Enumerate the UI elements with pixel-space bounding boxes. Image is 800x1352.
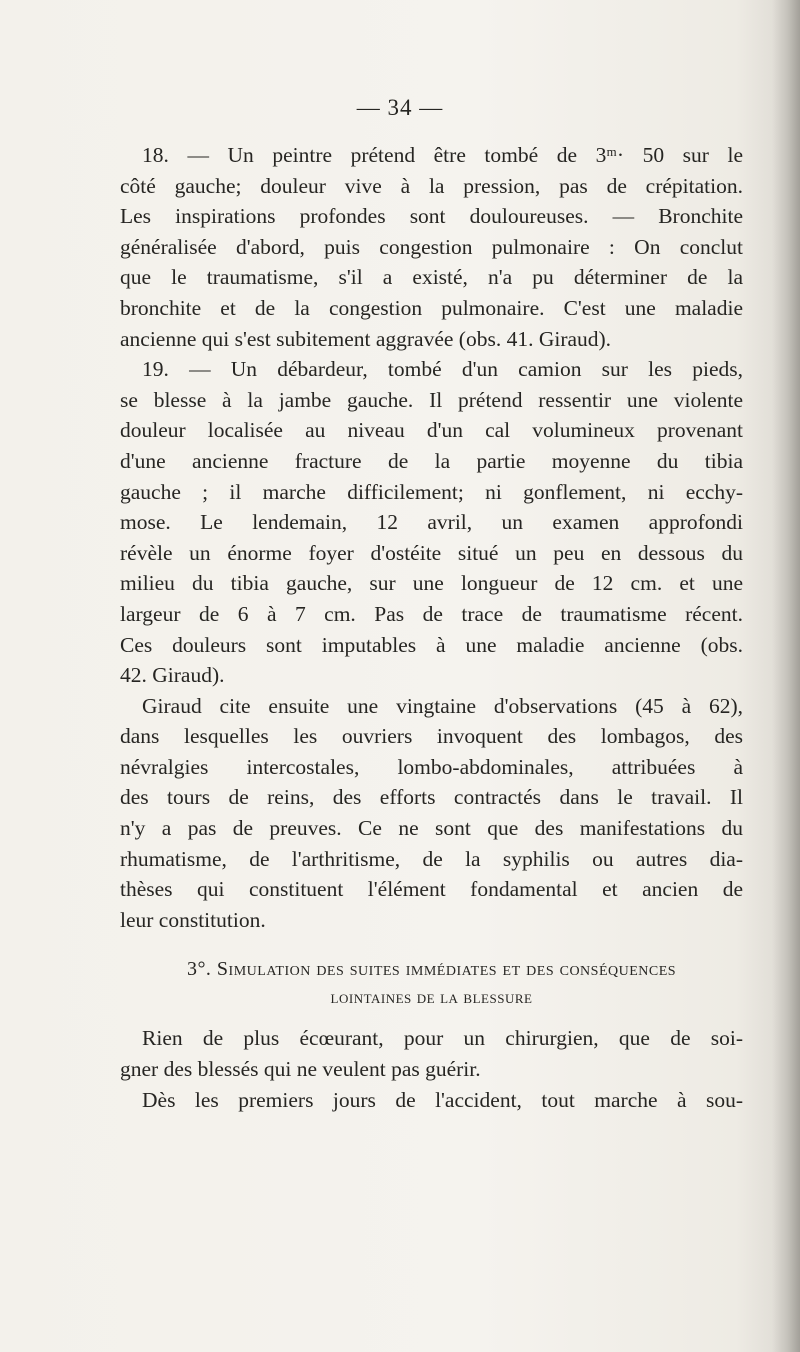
text-line: ancienne qui s'est subitement aggravée (obs. 41. Giraud). [120, 326, 612, 351]
text-line: révèle un énorme foyer d'ostéite situé un peu en dessous du [120, 540, 743, 565]
page-number: — 34 — [356, 95, 444, 120]
text-line: d'une ancienne fracture de la partie moyenne du tibia [120, 448, 743, 473]
body-text [120, 140, 743, 1115]
text-line: Les inspirations profondes sont douloureuses. — Bronchite [120, 204, 743, 229]
text-line: Ces douleurs sont imputables à une maladie ancienne (obs. [120, 632, 743, 657]
text-line: gauche ; il marche difficilement; ni gonflement, ni ecchy- [120, 479, 743, 504]
section-heading-line: lointaines de la blessure [330, 987, 533, 1008]
text-line: 18. — Un peintre prétend être tombé de 3ᵐ· 50 sur le [142, 143, 743, 167]
text-line: milieu du tibia gauche, sur une longueur de 12 cm. et une [120, 571, 743, 596]
text-line: 19. — Un débardeur, tombé d'un camion sur les pieds, [142, 357, 743, 382]
text-line: Giraud cite ensuite une vingtaine d'observations (45 à 62), [142, 693, 743, 718]
text-line: thèses qui constituent l'élément fondamental et ancien de [120, 877, 743, 902]
text-line: leur constitution. [120, 907, 266, 932]
paragraph-final [120, 1023, 743, 1115]
text-line: névralgies intercostales, lombo-abdominales, attribuées à [120, 754, 743, 779]
text-line: rhumatisme, de l'arthritisme, de la syphilis ou autres dia- [120, 846, 743, 871]
section-heading-line: 3°. Simulation des suites immédiates et des conséquences [186, 958, 677, 981]
text-line: que le traumatisme, s'il a existé, n'a pu déterminer de la [120, 265, 743, 290]
text-line: douleur localisée au niveau d'un cal volumineux provenant [120, 418, 743, 443]
text-line: 42. Giraud). [120, 663, 225, 688]
text-line: dans lesquelles les ouvriers invoquent des lombagos, des [120, 724, 743, 749]
page-edge-shadow [772, 0, 800, 1352]
text-line: Rien de plus écœurant, pour un chirurgien, que de soi- [142, 1026, 743, 1051]
text-line: n'y a pas de preuves. Ce ne sont que des manifestations du [120, 816, 743, 841]
spacer [120, 1011, 743, 1023]
paragraph-giraud [120, 691, 743, 936]
paragraph-obs-19 [120, 354, 743, 691]
text-line: généralisée d'abord, puis congestion pulmonaire : On conclut [120, 234, 743, 259]
text-line: mose. Le lendemain, 12 avril, un examen approfondi [120, 510, 743, 535]
text-line: côté gauche; douleur vive à la pression, pas de crépitation. [120, 173, 743, 198]
text-line: Dès les premiers jours de l'accident, tout marche à sou- [142, 1087, 743, 1112]
spacer [120, 935, 743, 955]
text-line: largeur de 6 à 7 cm. Pas de trace de traumatisme récent. [120, 601, 743, 626]
paragraph-obs-18 [120, 140, 743, 354]
text-line: des tours de reins, des efforts contractés dans le travail. Il [120, 785, 743, 810]
section-heading [120, 955, 743, 1011]
text-line: bronchite et de la congestion pulmonaire. C'est une maladie [120, 295, 743, 320]
text-line: se blesse à la jambe gauche. Il prétend ressentir une violente [120, 387, 743, 412]
text-line: gner des blessés qui ne veulent pas guérir. [120, 1057, 481, 1082]
